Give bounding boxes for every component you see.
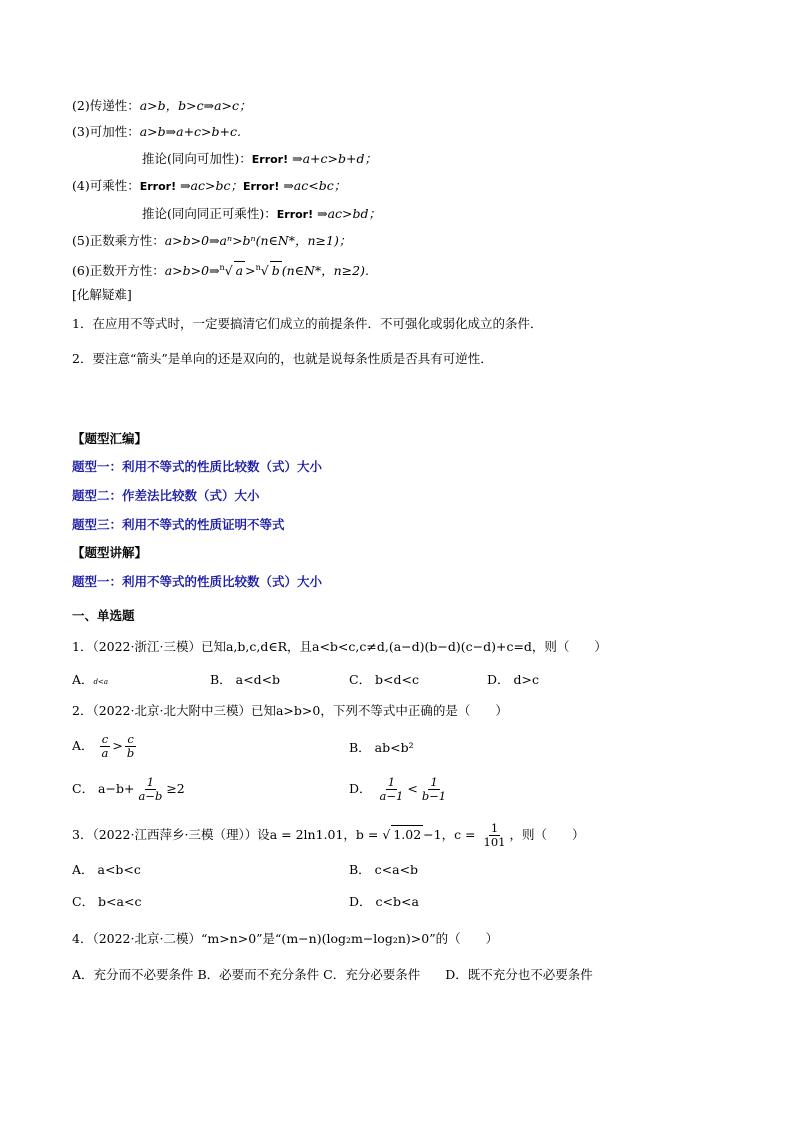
option-c-post: ≥2 [166,781,185,796]
numerator: c [127,732,134,746]
denominator: b−1 [421,789,447,803]
denominator: 101 [483,835,506,849]
error-text: Error! [139,180,177,193]
question-3-post: ，则（ ） [509,827,585,842]
property-5-text: a>b>0⇒aⁿ>bⁿ(n∈N*，n≥1)； [164,233,352,248]
error-text: Error! [242,180,280,193]
error-text: Error! [276,208,314,221]
question-1-option-a[interactable] [72,671,108,691]
question-3-stem: 3．（2022·江西萍乡·三模（理））设a = 2ln1.01，b = √ 1.02 −1，c = $\frac{1}{101}$ ，则（ ） [72,821,585,849]
current-type-heading: 题型一：利用不等式的性质比较数（式）大小 [72,574,323,589]
error-text: Error! [251,153,289,166]
property-5-label: (5)正数乘方性： [72,233,165,248]
numerator: c [101,732,109,746]
type-link-1[interactable]: 题型一：利用不等式的性质比较数（式）大小 [72,459,323,474]
radicand-a: a [235,263,244,279]
property-3-text: a>b⇒a+c>b+c. [139,124,241,139]
question-3-option-c[interactable]: C． b<a<c [72,894,142,909]
denominator: a−1 [379,789,404,803]
numerator: 1 [430,775,438,789]
question-3-option-b[interactable]: B． c<a<b [349,862,419,877]
denominator: a−b [138,789,163,803]
type-link-2[interactable]: 题型二：作差法比较数（式）大小 [72,488,260,503]
numerator: 1 [387,775,396,789]
question-4-options[interactable]: A．充分而不必要条件 B．必要而不充分条件 C．充分必要条件 D．既不充分也不必要条件 [72,967,593,982]
corollary-text: ⇒a+c>b+d； [288,151,377,166]
question-1-option-c[interactable]: C． b<d<c [349,672,419,687]
gt-sign: > [112,738,123,753]
question-1-stem: 1．（2022·浙江·三模）已知a,b,c,d∈R，且a<b<c,c≠d,(a−d)(b−d)(c−d)+c=d，则（ ） [72,639,607,654]
question-3-option-a[interactable]: A． a<b<c [72,862,141,877]
question-1-option-b[interactable]: B． a<d<b [210,672,281,687]
type-link-3[interactable]: 题型三：利用不等式的性质证明不等式 [72,517,285,532]
explain-title: 【题型讲解】 [72,545,148,560]
question-2-option-d[interactable] [349,776,450,803]
question-4-stem: 4．（2022·北京·二模）“m>n>0”是“(m−n)(log₂m−log₂n)>0”的（ ） [72,931,499,946]
corollary-label: 推论(同向可加性)： [142,151,252,166]
corollary-text: ⇒ac>bd； [313,206,382,221]
clarify-item-2: 2．要注意“箭头”是单向的还是双向的，也就是说每条性质是否具有可逆性． [72,351,493,366]
question-2-stem: 2．（2022·北京·北大附中三模）已知a>b>0，下列不等式中正确的是（ ） [72,703,508,718]
numerator: 1 [490,821,499,835]
numerator: 1 [146,775,155,789]
lt-sign: < [407,781,418,796]
clarify-title: [化解疑难] [72,287,132,302]
property-4-corollary [142,205,381,224]
question-3-mid: −1，c = [423,827,480,842]
question-1-option-d[interactable]: D． d>c [487,672,539,687]
denominator: a [101,746,109,760]
property-5 [72,232,351,250]
radicand: 1.02 [393,827,422,842]
question-3-pre: 3．（2022·江西萍乡·三模（理））设a = 2ln1.01，b = [72,827,383,842]
option-a-value: d<a [93,678,109,686]
question-2-option-c[interactable] [72,776,185,803]
question-2-option-b[interactable]: B． ab<b² [349,740,414,755]
radicand-b: b [271,263,280,279]
question-3-option-d[interactable]: D． c<b<a [349,894,419,909]
property-3-label: (3)可加性： [72,124,140,139]
property-3-corollary [142,150,377,169]
option-c-pre: C． a−b+ [72,781,135,796]
property-6-pre: a>b>0⇒ [164,263,220,279]
property-3 [72,123,241,141]
property-2-label: (2)传递性： [72,98,140,113]
question-2-option-a[interactable] [72,733,138,760]
property-4-label: (4)可乘性： [72,178,140,193]
denominator: b [126,746,135,760]
property-6-post: (n∈N*，n≥2). [281,263,369,279]
summary-title: 【题型汇编】 [72,431,148,446]
property-6-gt: > [245,263,256,279]
option-label: A． [72,672,94,687]
section-heading: 一、单选题 [72,608,135,623]
property-4-text-2: ⇒ac<bc； [279,178,347,193]
property-4-text-1: ⇒ac>bc； [176,178,243,193]
property-2 [72,97,252,115]
corollary-label: 推论(同向同正可乘性)： [142,206,277,221]
property-6: (6)正数开方性：a>b>0⇒$^n$√ a >$^n$√ b (n∈N*，n≥2). [72,263,369,279]
option-label: A． [72,738,94,753]
property-4 [72,177,346,196]
clarify-item-1: 1．在应用不等式时，一定要搞清它们成立的前提条件．不可强化或弱化成立的条件． [72,316,543,331]
property-2-text: a>b，b>c⇒a>c； [139,98,252,113]
property-6-label: (6)正数开方性： [72,263,165,279]
option-label: D． [349,781,372,796]
